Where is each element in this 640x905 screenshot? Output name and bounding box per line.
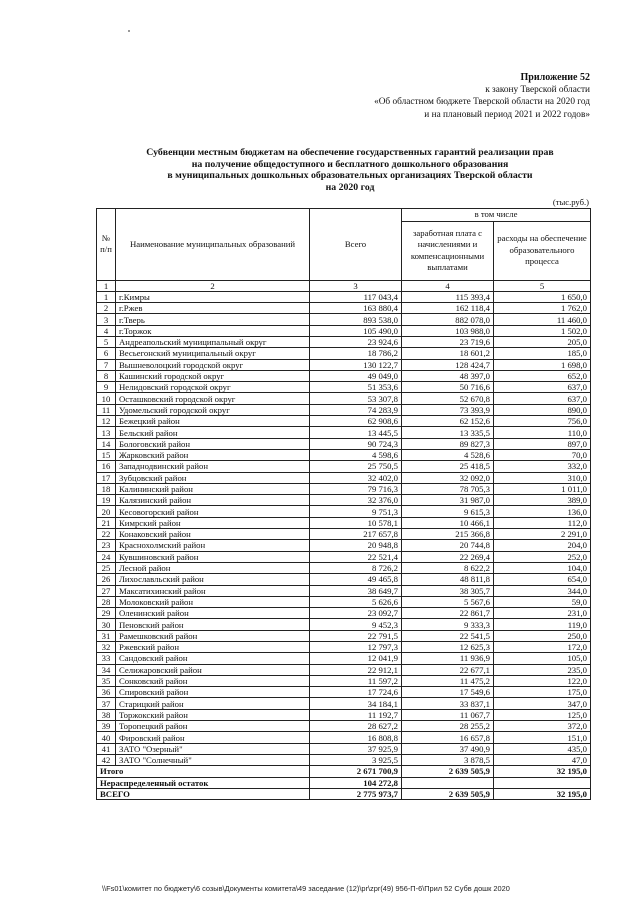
salary-value: 5 567,6 [402, 596, 494, 607]
vsego-salary: 2 639 505,9 [402, 788, 494, 799]
row-number: 7 [97, 359, 116, 370]
salary-value: 22 541,5 [402, 630, 494, 641]
table-row [97, 664, 591, 675]
table-row [97, 359, 591, 370]
salary-value: 103 988,0 [402, 325, 494, 336]
scan-speck [128, 30, 130, 32]
municipality-name: Осташковский городской округ [116, 393, 310, 404]
row-number: 20 [97, 506, 116, 517]
salary-value: 13 335,5 [402, 427, 494, 438]
salary-value: 73 393,9 [402, 404, 494, 415]
municipality-name: Калязинский район [116, 495, 310, 506]
table-row [97, 291, 591, 302]
table-row [97, 732, 591, 743]
salary-value: 162 118,4 [402, 303, 494, 314]
salary-value: 3 878,5 [402, 754, 494, 765]
total-value: 38 649,7 [310, 585, 402, 596]
table-row [97, 404, 591, 415]
row-number: 13 [97, 427, 116, 438]
column-number: 4 [402, 280, 494, 291]
municipality-name: Андреапольский муниципальный округ [116, 336, 310, 347]
unallocated-salary [402, 777, 494, 788]
municipality-name: Рамешковский район [116, 630, 310, 641]
municipality-name: Нелидовский городской округ [116, 382, 310, 393]
municipality-name: Ржевский район [116, 642, 310, 653]
table-row [97, 687, 591, 698]
file-path-footer: \\Fs01\комитет по бюджету\6 созыв\Документы комитета\49 заседание (12)\pr\zpr(49) 956-П-6\Прил 52 Субв дошк 2020 [102, 884, 510, 893]
total-value: 11 192,7 [310, 709, 402, 720]
expenses-value: 175,0 [494, 687, 591, 698]
municipality-name: г.Кимры [116, 291, 310, 302]
municipality-name: Бежецкий район [116, 416, 310, 427]
expenses-value: 204,0 [494, 540, 591, 551]
itogo-expenses: 32 195,0 [494, 766, 591, 777]
total-value: 11 597,2 [310, 675, 402, 686]
total-value: 10 578,1 [310, 517, 402, 528]
appendix-header [260, 72, 590, 121]
total-value: 74 283,9 [310, 404, 402, 415]
table-row [97, 449, 591, 460]
expenses-value: 637,0 [494, 393, 591, 404]
document-title [100, 147, 600, 193]
table-row [97, 336, 591, 347]
municipality-name: Вышневолоцкий городской округ [116, 359, 310, 370]
total-value: 163 880,4 [310, 303, 402, 314]
municipality-name: Оленинский район [116, 608, 310, 619]
total-value: 130 122,7 [310, 359, 402, 370]
municipality-name: Лесной район [116, 562, 310, 573]
table-row [97, 585, 591, 596]
row-number: 22 [97, 529, 116, 540]
row-number: 18 [97, 483, 116, 494]
row-number: 27 [97, 585, 116, 596]
total-value: 17 724,6 [310, 687, 402, 698]
table-row [97, 743, 591, 754]
row-number: 37 [97, 698, 116, 709]
expenses-value: 235,0 [494, 664, 591, 675]
total-value: 51 353,6 [310, 382, 402, 393]
row-number: 11 [97, 404, 116, 415]
row-number: 30 [97, 619, 116, 630]
itogo-salary: 2 639 505,9 [402, 766, 494, 777]
salary-value: 128 424,7 [402, 359, 494, 370]
row-number: 42 [97, 754, 116, 765]
salary-value: 9 615,3 [402, 506, 494, 517]
row-number: 25 [97, 562, 116, 573]
salary-value: 215 366,8 [402, 529, 494, 540]
title-line-2: на получение общедоступного и бесплатного дошкольного образования [191, 158, 509, 170]
municipality-name: Бельский район [116, 427, 310, 438]
row-number: 26 [97, 574, 116, 585]
itogo-row [97, 766, 591, 777]
table-row [97, 461, 591, 472]
expenses-value: 110,0 [494, 427, 591, 438]
total-value: 25 750,5 [310, 461, 402, 472]
expenses-value: 119,0 [494, 619, 591, 630]
itogo-label: Итого [97, 766, 310, 777]
total-value: 62 908,6 [310, 416, 402, 427]
municipality-name: Торжокский район [116, 709, 310, 720]
table-row [97, 506, 591, 517]
expenses-value: 104,0 [494, 562, 591, 573]
title-line-4: на 2020 год [325, 181, 375, 193]
municipality-name: Западнодвинский район [116, 461, 310, 472]
subsidies-table [96, 208, 591, 800]
salary-value: 882 078,0 [402, 314, 494, 325]
vsego-row [97, 788, 591, 799]
salary-value: 78 705,3 [402, 483, 494, 494]
salary-value: 52 670,8 [402, 393, 494, 404]
salary-value: 11 067,7 [402, 709, 494, 720]
header-total: Всего [310, 209, 402, 281]
row-number: 29 [97, 608, 116, 619]
table-row [97, 495, 591, 506]
row-number: 39 [97, 721, 116, 732]
municipality-name: Спировский район [116, 687, 310, 698]
total-value: 32 402,0 [310, 472, 402, 483]
table-row [97, 416, 591, 427]
table-row [97, 630, 591, 641]
salary-value: 9 333,3 [402, 619, 494, 630]
salary-value: 37 490,9 [402, 743, 494, 754]
total-value: 22 791,5 [310, 630, 402, 641]
total-value: 49 049,0 [310, 370, 402, 381]
salary-value: 4 528,6 [402, 449, 494, 460]
salary-value: 23 719,6 [402, 336, 494, 347]
table-row [97, 314, 591, 325]
total-value: 20 948,8 [310, 540, 402, 551]
expenses-value: 435,0 [494, 743, 591, 754]
municipality-name: Старицкий район [116, 698, 310, 709]
total-value: 12 041,9 [310, 653, 402, 664]
appendix-line-1: к закону Тверской области [485, 85, 590, 96]
unallocated-total: 104 272,8 [310, 777, 402, 788]
salary-value: 48 397,0 [402, 370, 494, 381]
salary-value: 17 549,6 [402, 687, 494, 698]
municipality-name: Лихославльский район [116, 574, 310, 585]
total-value: 49 465,8 [310, 574, 402, 585]
total-value: 23 924,6 [310, 336, 402, 347]
table-row [97, 529, 591, 540]
municipality-name: г.Ржев [116, 303, 310, 314]
row-number: 24 [97, 551, 116, 562]
salary-value: 62 152,6 [402, 416, 494, 427]
municipality-name: Сандовский район [116, 653, 310, 664]
row-number: 12 [97, 416, 116, 427]
salary-value: 12 625,3 [402, 642, 494, 653]
row-number: 38 [97, 709, 116, 720]
table-row [97, 698, 591, 709]
total-value: 34 184,1 [310, 698, 402, 709]
expenses-value: 756,0 [494, 416, 591, 427]
total-value: 3 925,5 [310, 754, 402, 765]
municipality-name: Весьегонский муниципальный округ [116, 348, 310, 359]
salary-value: 11 936,9 [402, 653, 494, 664]
salary-value: 33 837,1 [402, 698, 494, 709]
table-row [97, 551, 591, 562]
municipality-name: Селижаровский район [116, 664, 310, 675]
salary-value: 50 716,6 [402, 382, 494, 393]
municipality-name: г.Тверь [116, 314, 310, 325]
table-row [97, 562, 591, 573]
expenses-value: 172,0 [494, 642, 591, 653]
total-value: 22 912,1 [310, 664, 402, 675]
expenses-value: 652,0 [494, 370, 591, 381]
row-number: 41 [97, 743, 116, 754]
salary-value: 20 744,8 [402, 540, 494, 551]
column-number: 3 [310, 280, 402, 291]
table-row [97, 653, 591, 664]
row-number: 2 [97, 303, 116, 314]
expenses-value: 1 698,0 [494, 359, 591, 370]
municipality-name: г.Торжок [116, 325, 310, 336]
expenses-value: 1 502,0 [494, 325, 591, 336]
row-number: 31 [97, 630, 116, 641]
table-row [97, 427, 591, 438]
row-number: 32 [97, 642, 116, 653]
itogo-total: 2 671 700,9 [310, 766, 402, 777]
total-value: 53 307,8 [310, 393, 402, 404]
municipality-name: Фировский район [116, 732, 310, 743]
table-row [97, 382, 591, 393]
title-line-1: Субвенции местным бюджетам на обеспечение государственных гарантий реализации прав [146, 147, 554, 158]
total-value: 37 925,9 [310, 743, 402, 754]
row-number: 6 [97, 348, 116, 359]
expenses-value: 231,0 [494, 608, 591, 619]
header-including: в том числе [402, 209, 591, 222]
appendix-line-2: «Об областном бюджете Тверской области на 2020 год [374, 97, 590, 108]
unallocated-expenses [494, 777, 591, 788]
table-row [97, 596, 591, 607]
vsego-total: 2 775 973,7 [310, 788, 402, 799]
row-number: 40 [97, 732, 116, 743]
municipality-name: Бологовский район [116, 438, 310, 449]
municipality-name: Кимрский район [116, 517, 310, 528]
row-number: 33 [97, 653, 116, 664]
column-number: 2 [116, 280, 310, 291]
table-row [97, 483, 591, 494]
row-number: 23 [97, 540, 116, 551]
expenses-value: 185,0 [494, 348, 591, 359]
salary-value: 22 677,1 [402, 664, 494, 675]
total-value: 8 726,2 [310, 562, 402, 573]
expenses-value: 890,0 [494, 404, 591, 415]
expenses-value: 59,0 [494, 596, 591, 607]
table-row [97, 709, 591, 720]
expenses-value: 252,0 [494, 551, 591, 562]
total-value: 16 808,8 [310, 732, 402, 743]
row-number: 36 [97, 687, 116, 698]
expenses-value: 637,0 [494, 382, 591, 393]
total-value: 5 626,6 [310, 596, 402, 607]
total-value: 13 445,5 [310, 427, 402, 438]
row-number: 3 [97, 314, 116, 325]
salary-value: 8 622,2 [402, 562, 494, 573]
total-value: 4 598,6 [310, 449, 402, 460]
municipality-name: ЗАТО "Солнечный" [116, 754, 310, 765]
row-number: 21 [97, 517, 116, 528]
title-line-3: в муниципальных дошкольных образовательных организациях Тверской области [167, 170, 533, 182]
table-row [97, 517, 591, 528]
row-number: 15 [97, 449, 116, 460]
expenses-value: 136,0 [494, 506, 591, 517]
table-row [97, 393, 591, 404]
total-value: 9 452,3 [310, 619, 402, 630]
expenses-value: 897,0 [494, 438, 591, 449]
total-value: 893 538,0 [310, 314, 402, 325]
salary-value: 38 305,7 [402, 585, 494, 596]
expenses-value: 389,0 [494, 495, 591, 506]
total-value: 79 716,3 [310, 483, 402, 494]
municipality-name: Молоковский район [116, 596, 310, 607]
expenses-value: 205,0 [494, 336, 591, 347]
municipality-name: Пеновский район [116, 619, 310, 630]
expenses-value: 70,0 [494, 449, 591, 460]
municipality-name: Зубцовский район [116, 472, 310, 483]
row-number: 28 [97, 596, 116, 607]
table-row [97, 348, 591, 359]
table-row [97, 754, 591, 765]
salary-value: 28 255,2 [402, 721, 494, 732]
header-expenses: расходы на обеспечение образовательного процесса [494, 221, 591, 280]
municipality-name: Калининский район [116, 483, 310, 494]
expenses-value: 2 291,0 [494, 529, 591, 540]
total-value: 18 786,2 [310, 348, 402, 359]
table-row [97, 642, 591, 653]
column-number: 1 [97, 280, 116, 291]
row-number: 10 [97, 393, 116, 404]
expenses-value: 347,0 [494, 698, 591, 709]
column-numbers-row [97, 280, 591, 291]
salary-value: 48 811,8 [402, 574, 494, 585]
table-row [97, 721, 591, 732]
municipality-name: Кашинский городской округ [116, 370, 310, 381]
salary-value: 10 466,1 [402, 517, 494, 528]
appendix-number: Приложение 52 [520, 72, 590, 83]
unallocated-label: Нераспределенный остаток [97, 777, 310, 788]
row-number: 9 [97, 382, 116, 393]
municipality-name: Удомельский городской округ [116, 404, 310, 415]
total-value: 23 092,7 [310, 608, 402, 619]
unallocated-row [97, 777, 591, 788]
row-number: 1 [97, 291, 116, 302]
expenses-value: 1 011,0 [494, 483, 591, 494]
salary-value: 115 393,4 [402, 291, 494, 302]
expenses-value: 1 650,0 [494, 291, 591, 302]
total-value: 32 376,0 [310, 495, 402, 506]
row-number: 5 [97, 336, 116, 347]
row-number: 4 [97, 325, 116, 336]
salary-value: 31 987,0 [402, 495, 494, 506]
expenses-value: 151,0 [494, 732, 591, 743]
table-row [97, 608, 591, 619]
table-row [97, 303, 591, 314]
salary-value: 22 861,7 [402, 608, 494, 619]
appendix-line-3: и на плановый период 2021 и 2022 годов» [424, 109, 590, 120]
expenses-value: 122,0 [494, 675, 591, 686]
municipality-name: Кесовогорский район [116, 506, 310, 517]
expenses-value: 344,0 [494, 585, 591, 596]
table-row [97, 472, 591, 483]
table-row [97, 574, 591, 585]
total-value: 12 797,3 [310, 642, 402, 653]
column-number: 5 [494, 280, 591, 291]
row-number: 14 [97, 438, 116, 449]
row-number: 35 [97, 675, 116, 686]
salary-value: 11 475,2 [402, 675, 494, 686]
total-value: 28 627,2 [310, 721, 402, 732]
municipality-name: Жарковский район [116, 449, 310, 460]
row-number: 16 [97, 461, 116, 472]
table-row [97, 370, 591, 381]
row-number: 17 [97, 472, 116, 483]
total-value: 117 043,4 [310, 291, 402, 302]
row-number: 19 [97, 495, 116, 506]
expenses-value: 310,0 [494, 472, 591, 483]
expenses-value: 250,0 [494, 630, 591, 641]
unit-label: (тыс.руб.) [552, 197, 589, 207]
total-value: 217 657,8 [310, 529, 402, 540]
expenses-value: 1 762,0 [494, 303, 591, 314]
row-number: 34 [97, 664, 116, 675]
expenses-value: 112,0 [494, 517, 591, 528]
vsego-label: ВСЕГО [97, 788, 310, 799]
expenses-value: 105,0 [494, 653, 591, 664]
table-row [97, 540, 591, 551]
municipality-name: Сонковский район [116, 675, 310, 686]
table-row [97, 325, 591, 336]
salary-value: 32 092,0 [402, 472, 494, 483]
table-body [97, 291, 591, 765]
expenses-value: 125,0 [494, 709, 591, 720]
expenses-value: 11 460,0 [494, 314, 591, 325]
salary-value: 16 657,8 [402, 732, 494, 743]
municipality-name: Краснохолмский район [116, 540, 310, 551]
salary-value: 89 827,3 [402, 438, 494, 449]
table-row [97, 675, 591, 686]
municipality-name: Максатихинский район [116, 585, 310, 596]
salary-value: 18 601,2 [402, 348, 494, 359]
expenses-value: 654,0 [494, 574, 591, 585]
salary-value: 22 269,4 [402, 551, 494, 562]
table-row [97, 438, 591, 449]
row-number: 8 [97, 370, 116, 381]
table-row [97, 619, 591, 630]
municipality-name: Торопецкий район [116, 721, 310, 732]
vsego-expenses: 32 195,0 [494, 788, 591, 799]
total-value: 90 724,3 [310, 438, 402, 449]
municipality-name: ЗАТО "Озерный" [116, 743, 310, 754]
municipality-name: Конаковский район [116, 529, 310, 540]
expenses-value: 47,0 [494, 754, 591, 765]
header-num: № п/п [97, 209, 116, 281]
municipality-name: Кувшиновский район [116, 551, 310, 562]
total-value: 9 751,3 [310, 506, 402, 517]
header-name: Наименование муниципальных образований [116, 209, 310, 281]
expenses-value: 372,0 [494, 721, 591, 732]
header-salary: заработная плата с начислениями и компенсационными выплатами [402, 221, 494, 280]
total-value: 105 490,0 [310, 325, 402, 336]
expenses-value: 332,0 [494, 461, 591, 472]
salary-value: 25 418,5 [402, 461, 494, 472]
total-value: 22 521,4 [310, 551, 402, 562]
